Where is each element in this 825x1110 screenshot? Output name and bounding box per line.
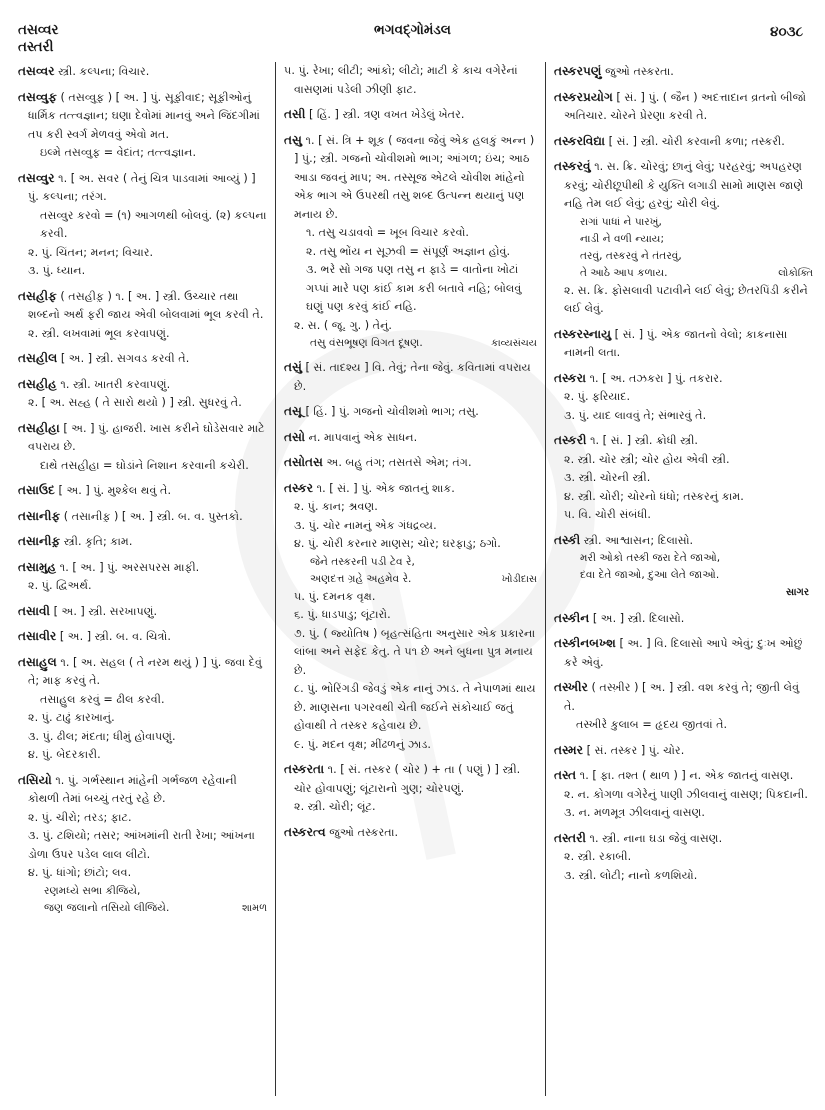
- definition-text: જુઓ તસ્કરતા.: [605, 65, 674, 78]
- definition-text: [ સં. ] પું. એક જાતનો વેલો; કાકનાસા નામની લતા.: [564, 327, 788, 359]
- definition-text: ૧. [ સં. તસ્કર ( ચોર ) + તા ( પણું ) ] સ્ત્રી. ચોર હોવાપણું; લૂંટારાનો ગુણ; ચોરપણું.: [294, 763, 521, 795]
- entry-definition: [18, 627, 267, 647]
- headword: તસિયો: [18, 772, 52, 787]
- dictionary-entry: [554, 132, 813, 152]
- entry-definition: [284, 760, 537, 798]
- entry-definition: [554, 829, 813, 849]
- sense: ૪. પું. ચોરી કરનાર માણસ; ચોર; ઘરફાડુ; ઠગો.: [294, 537, 501, 550]
- definition-text: [ હિં. ] પું. ગજનો ચોવીશમો ભાગ; તસુ.: [305, 405, 479, 418]
- definition-text: ૧. [ અ. સવર ( તેનું ચિત્ર પાડવામાં આવ્યું ) ] પું. કલ્પના; તરંગ.: [28, 171, 256, 203]
- headword: તસ્કી: [554, 532, 581, 547]
- sense: ૭. પું. ( જ્યોતિષ ) બૃહત્સંહિતા અનુસાર એક પ્રકારના લાંબા અને સફેદ કેતુ. તે ૫૧ છે અને બુધના પુત્ર મનાય છે.: [294, 626, 536, 677]
- headword: તસું: [284, 360, 302, 374]
- headword: તસૂ: [284, 404, 302, 418]
- sense: ૩. પું. યાદ લાવવું તે; સંભારવું તે.: [564, 408, 707, 422]
- entry-definition: [554, 62, 813, 82]
- entry-definition: [554, 531, 813, 551]
- verse-line: તરવું, તસ્કરવું ને તંતરવું,: [580, 249, 682, 262]
- guide-word-first: તસવ્વર: [18, 22, 59, 38]
- sense: ૫. પું. દમનક વૃક્ષ.: [294, 589, 376, 603]
- headword: તસહીહ: [18, 376, 57, 391]
- headword: તસામુહ: [18, 559, 57, 574]
- verse-line: મરી ઓકો તસ્કી જરા દેતે જાઓ,: [580, 552, 721, 564]
- column-1: [18, 62, 276, 1096]
- verse-line: તસુ વંસભૂષણ વિગત દૂષણ. કાવ્યસંચય: [284, 335, 537, 352]
- dictionary-entry: [18, 481, 267, 501]
- definition-text: ૧. [ ફા. તશ્ત ( થાળ ) ] ન. એક જાતનું વાસણ.: [579, 769, 794, 782]
- entry-definition: [284, 62, 537, 99]
- entry-definition: [554, 157, 813, 214]
- idiom: તસ્ખીરે કુલાબ = હૃદય જીતવાં તે.: [576, 718, 728, 731]
- entry-definition: [18, 287, 267, 325]
- entry-definition: [18, 481, 267, 501]
- dictionary-entry: [284, 453, 537, 473]
- headword: તસ્ત: [554, 768, 577, 782]
- definition-text: ૧. [ અ. સહલ ( તે નરમ થયું ) ] પું. જવા દેવું તે; માફ કરવું તે.: [28, 655, 262, 687]
- entry-definition: [554, 609, 813, 629]
- idiom: દાથે તસહીહા = ઘોડાંને નિશાન કરવાની કચેરી.: [40, 458, 249, 472]
- dictionary-entry: [284, 428, 537, 448]
- idiom: તસાહુલ કરવું = ઢીલ કરવી.: [40, 692, 165, 706]
- definition-text: [ સં. ] સ્ત્રી. ચોરી કરવાની કળા; તસ્કરી.: [608, 134, 785, 148]
- citation-source: શામળ: [241, 902, 267, 914]
- sense: ૩. પું. ચોર નામનું એક ગંધદ્રવ્ય.: [294, 518, 437, 532]
- verse-line: તે આઠે આપ કળાય. લોકોક્તિ: [554, 265, 813, 282]
- citation-source: લોકોક્તિ: [778, 267, 813, 279]
- entry-definition: [18, 532, 267, 552]
- entry-definition: [284, 453, 537, 473]
- entry-definition: [18, 602, 267, 622]
- page-header: [18, 22, 807, 56]
- entry-definition: [554, 678, 813, 716]
- citation-source: સાગર: [785, 587, 809, 598]
- dictionary-entry: [284, 358, 537, 396]
- definition-text: જુઓ તસ્કરતા.: [329, 825, 399, 839]
- dictionary-entry: [18, 419, 267, 476]
- sense: ૨. પું. ચીરો; તરડ; ફાટ.: [28, 810, 132, 824]
- dictionary-entry: [554, 741, 813, 761]
- definition-text: [ સં. તસ્કર ] પું. ચોર.: [586, 743, 685, 757]
- entry-definition: [18, 375, 267, 395]
- definition-text: ૧. [ અ. ] પું. અરસપરસ માફી.: [59, 560, 200, 574]
- definition-text: ( તસવ્વુફ઼ ) [ અ. ] પું. સૂફીવાદ; સૂફીઓનું ધાર્મિક તત્ત્વજ્ઞાન; ઘણા દેવોમાં માનવું અને જિંદગીમાં તપ કરી સ્વર્ગ મેળવવું એવો મત.: [28, 90, 260, 141]
- sense: ૩. પું. ટશિયો; તસર; આંખમાંની રાતી રેખા; આંખના ડોળા ઉપર પડેલ લાલ લીટો.: [28, 829, 255, 861]
- entry-definition: [284, 823, 537, 843]
- sense: ૨. પું. ચિંતન; મનન; વિચાર.: [28, 245, 154, 259]
- entry-definition: [18, 771, 267, 809]
- entry-definition: [554, 741, 813, 761]
- headword: તસવ્વુફ: [18, 89, 57, 104]
- dictionary-entry: [18, 287, 267, 344]
- sense: ૨. સ્ત્રી. ચોરી; લૂંટ.: [294, 800, 376, 813]
- sense: ૨. સ્ત્રી. રકાબી.: [564, 850, 632, 863]
- entry-definition: [284, 402, 537, 422]
- headword: તસ્કરપ્રયોગ: [554, 89, 613, 104]
- dictionary-entry: [554, 88, 813, 126]
- dictionary-entry: [554, 369, 813, 426]
- dictionary-entry: [284, 760, 537, 817]
- definition-text: ૧. સ્ત્રી. નાના ઘડા જેવું વાસણ.: [589, 831, 723, 845]
- dictionary-entry: [284, 823, 537, 843]
- verse-line: નાડી ને વળી ન્યાય;: [580, 232, 665, 245]
- dictionary-entry: [554, 62, 813, 82]
- definition-text: ૧. [ અ. તઝકરા ] પું. તકરાર.: [589, 371, 723, 385]
- sense: ૮. પું. ભોરિંગડી જેવડું એક નાનું ઝાડ. તે નેપાળમાં થાય છે. માણસના પગરવથી ચેતી જઈને સંકોચાઈ જતું હોવાથી તે તસ્કર કહેવાય છે.: [294, 682, 536, 732]
- sense: ૨. પું. દ્વિઅર્થ.: [28, 579, 92, 592]
- dictionary-columns: [18, 62, 813, 1096]
- headword: તસાહુલ: [18, 654, 57, 669]
- definition-text: [ અ. ] સ્ત્રી. સગવડ કરવી તે.: [60, 352, 190, 365]
- sense: ૨. સ. ક્રિ. ફોસલાવી પટાવીને લઈ લેવું; છેતરપિંડી કરીને લઈ લેવું.: [564, 283, 808, 315]
- headword: તસ્કીન: [554, 610, 590, 625]
- entry-definition: [18, 349, 267, 369]
- headword: તસવ્વર: [18, 64, 55, 78]
- definition-text: સ્ત્રી. કલ્પના; વિચાર.: [58, 65, 150, 78]
- definition-text: સ્ત્રી. કૃતિ; કામ.: [63, 535, 133, 548]
- dictionary-entry: [554, 829, 813, 886]
- page-number: ૪૦૩૮: [770, 24, 803, 40]
- headword: તસવ્વુર: [18, 170, 55, 185]
- sense: ૫. વિ. ચોરી સંબંધી.: [564, 508, 651, 521]
- dictionary-entry: [18, 349, 267, 369]
- dictionary-entry: [18, 558, 267, 596]
- definition-text: ૧. [ સં. ] પું. એક જાતનું શાક.: [316, 481, 455, 495]
- entry-definition: [18, 558, 267, 578]
- dictionary-entry: [284, 479, 537, 755]
- dictionary-entry: [554, 678, 813, 735]
- entry-definition: [284, 428, 537, 448]
- headword: તસ્ખીર: [554, 680, 588, 694]
- sense: ૨. ન. કોગળા વગેરેનું પાણી ઝીલવાનું વાસણ; પિકદાની.: [564, 787, 808, 801]
- verse-line: અણદત્ત ગ્રહે અહમેવ રે. ખોડીદાસ: [284, 571, 537, 588]
- headword: તસ્કીનબખ્શ: [554, 636, 616, 650]
- definition-text: ૧. પું. ગર્ભસ્થાન માંહેની ગર્ભજળ રહેવાની કોથળી તેમાં બચ્ચું તરતું રહે છે.: [28, 773, 237, 805]
- sense: ૪. પું. બેદરકારી.: [28, 748, 101, 761]
- definition-text: [ હિં. ] સ્ત્રી. ત્રણ વખત ખેડેલું ખેતર.: [309, 108, 465, 121]
- sense: ૯. પું. મદન વૃક્ષ; મીંઢળનું ઝાડ.: [294, 737, 431, 751]
- dictionary-entry: [554, 157, 813, 319]
- headword: તસ્કરા: [554, 370, 587, 385]
- headword: તસ્કરી: [554, 433, 587, 447]
- verse-line: જણ જલાનો તસિયો લીજિયે. શામળ: [18, 900, 267, 917]
- dictionary-entry: [18, 375, 267, 413]
- definition-text: [ સં. ] પું. ( જૈન ) અદત્તાદાન વ્રતનો બીજો અતિચાર. ચોરને પ્રેરણા કરવી તે.: [564, 90, 806, 122]
- sense: ૬. પું. ધાડપાડુ; લૂંટારો.: [294, 608, 391, 621]
- headword: તસાનીફ: [18, 508, 61, 523]
- entry-definition: [18, 419, 267, 457]
- dictionary-entry: [18, 88, 267, 163]
- definition-text: [ અ. ] વિ. દિલાસો આપે એવું; દુઃખ ઓછું કરે એવું.: [564, 637, 803, 669]
- dictionary-entry: [554, 325, 813, 363]
- headword: તસ્કરતા: [284, 762, 325, 776]
- definition-text: [ અ. ] સ્ત્રી. દિલાસો.: [592, 611, 685, 625]
- entry-definition: [554, 634, 813, 672]
- running-title: ભગવદ્ગોમંડલ: [374, 22, 451, 38]
- headword: તસોતસ: [284, 455, 323, 469]
- definition-text: [ અ. ] સ્ત્રી. બ. વ. ચિત્રો.: [59, 630, 171, 643]
- definition-text: ૧. સ્ત્રી. ખાતરી કરવાપણું.: [60, 377, 171, 391]
- headword: તસહીહા: [18, 420, 60, 435]
- dictionary-entry: [18, 62, 267, 82]
- headword: તસ્કર: [284, 480, 314, 495]
- citation-source: ખોડીદાસ: [501, 573, 537, 585]
- dictionary-entry: [554, 531, 813, 603]
- dictionary-entry: [284, 105, 537, 125]
- headword: તસ્તરી: [554, 830, 586, 845]
- idiom: ૨. તસુ ભોંય ન સૂઝવી = સંપૂર્ણ અજ્ઞાન હોવું.: [306, 244, 511, 258]
- sense: ૩. ન. મળમૂત્ર ઝીલવાનું વાસણ.: [564, 806, 705, 819]
- dictionary-entry: [284, 131, 537, 353]
- definition-text: અ. બહુ તંગ; તસતસે એમ; તંગ.: [326, 456, 472, 469]
- entry-definition: [554, 431, 813, 451]
- entry-definition: [18, 507, 267, 527]
- idiom: ૩. ભરે સો ગજ પણ તસુ ન ફાડે = વાતોના ખોટાં ગપ્પાં મારે પણ કાંઈ કામ કરી બતાવે નહિ; બોલવું ઘણું પણ કરવું કાંઈ નહિ.: [306, 263, 522, 313]
- headword: તસાવી: [18, 603, 51, 618]
- definition-text: [ સં. તાદશ્ય ] વિ. તેવું; તેના જેવું. કવિતામાં વપરાય છે.: [294, 361, 531, 393]
- entry-definition: [284, 358, 537, 396]
- sense: ૩. સ્ત્રી. લોટી; નાનો કળશિયો.: [564, 868, 698, 882]
- sense: ૨. પું. ટાઢું કારખાનું.: [28, 711, 115, 724]
- dictionary-entry: [18, 627, 267, 647]
- entry-definition: [554, 88, 813, 126]
- entry-definition: [554, 369, 813, 389]
- dictionary-entry: [554, 766, 813, 823]
- definition-text: ન. માપવાનું એક સાધન.: [308, 430, 418, 444]
- entry-definition: [18, 169, 267, 207]
- dictionary-entry: [284, 402, 537, 422]
- definition-text: ૧. સ. ક્રિ. ચોરવું; છાનું લેવું; પરહરવું; અપહરણ કરવું; ચોરીછૂપીથી કે યુક્તિ લગાડી સામો માણસ જાણે નહિ તેમ લઈ લેવું; હરવું; ચોરી લેવું.: [564, 160, 804, 210]
- entry-definition: [554, 132, 813, 152]
- definition-text: ૫. પું. રેખા; લીટી; આંકો; લીટો; માટી કે કાચ વગેરેનાં વાસણમાં પડેલી ઝીણી ફાટ.: [284, 64, 518, 96]
- headword: તસો: [284, 429, 305, 444]
- dictionary-entry: [18, 771, 267, 917]
- entry-definition: [284, 105, 537, 125]
- sense: ૩. સ્ત્રી. ચોરની સ્ત્રી.: [564, 471, 651, 484]
- headword: તસહીલ: [18, 351, 58, 365]
- dictionary-entry: [284, 62, 537, 99]
- definition-text: [ અ. ] સ્ત્રી. સરખાપણું.: [53, 604, 158, 618]
- idiom: ઇલ્મે તસવ્વુફ = વેદાંત; તત્ત્વજ્ઞાન.: [40, 146, 197, 159]
- sense: ૩. પું. ઢીલ; મંદતા; ધીમું હોવાપણું.: [28, 729, 176, 743]
- verse-line: જેને તસ્કરની પડી ટેવ રે,: [310, 555, 415, 568]
- headword: તસ્કરવિદ્યા: [554, 133, 605, 148]
- entry-definition: [18, 653, 267, 691]
- dictionary-entry: [18, 507, 267, 527]
- dictionary-entry: [18, 169, 267, 281]
- dictionary-entry: [18, 532, 267, 552]
- dictionary-entry: [18, 653, 267, 765]
- definition-text: ૧. [ સં. ] સ્ત્રી. ક્રોધી સ્ત્રી.: [590, 434, 698, 447]
- definition-text: [ અ. ] પું. હાજરી. ખાસ કરીને ઘોડેસવાર માટે વપરાય છે.: [28, 421, 265, 453]
- sense: ૩. પું. ધ્યાન.: [28, 264, 86, 277]
- idiom: તસવ્વુર કરવો = (૧) આગળથી બોલવું. (૨) કલ્પના કરવી.: [40, 208, 267, 240]
- headword: તસ્મર: [554, 742, 584, 757]
- headword: તસ્કરસ્નાયુ: [554, 326, 612, 341]
- verse-line: દવા દેતે જાઓ, દુઆ લેતે જાઓ.: [580, 569, 720, 581]
- sense: ૨. પું. ફરિયાદ.: [564, 390, 631, 403]
- dictionary-entry: [18, 602, 267, 622]
- headword: તસાઉદ: [18, 483, 55, 497]
- headword: તસી: [284, 107, 306, 121]
- definition-text: ૧. [ સં. ત્રિ + શૂક ( જવના જેવું એક હલકું અન્ન ) ] પું.; સ્ત્રી. ગજનો ચોવીશમો ભાગ; આંગળ; ઇંચ; આઠ આડા જવનું માપ; અ. તસ્સૂજ એટલે ચોવીશ માંહેનો એક ભાગ એ ઉપરથી તસુ શબ્દ ઉત્પન્ન થયાનું પણ મનાય છે.: [294, 133, 535, 221]
- sense: ૪. સ્ત્રી. ચોરી; ચોરનો ધંધો; તસ્કરનું કામ.: [564, 489, 744, 503]
- headword: તસ્કરત્વ: [284, 824, 326, 839]
- definition-text: ( તસાનીફ઼ ) [ અ. ] સ્ત્રી. બ. વ. પુસ્તકો.: [63, 509, 243, 523]
- entry-definition: [18, 88, 267, 145]
- headword: તસ્કરપણું: [554, 64, 602, 78]
- headword: તસાવીર: [18, 629, 57, 643]
- dictionary-entry: [554, 431, 813, 525]
- entry-definition: [284, 479, 537, 499]
- definition-text: સ્ત્રી. આશ્વાસન; દિલાસો.: [583, 533, 694, 547]
- sense: ૨. પું. કાન; શ્રવણ.: [294, 500, 378, 513]
- column-2: [276, 62, 546, 1096]
- sense: ૪. પું. ધાંગો; છાંટો; લવ.: [28, 866, 132, 879]
- citation-source: કાવ્યસંચય: [491, 338, 537, 349]
- definition-text: [ અ. ] પું. મુશ્કેલ થવું તે.: [58, 484, 172, 497]
- dictionary-entry: [554, 634, 813, 672]
- entry-definition: [284, 131, 537, 225]
- definition-text: ( તસહીફ઼ ) ૧. [ અ. ] સ્ત્રી. ઉચ્ચાર તથા શબ્દનો અર્થ ફરી જાય એવી બોલવામાં ભૂલ કરવી તે.: [28, 289, 264, 321]
- column-3: [546, 62, 813, 1096]
- guide-word-last: તસ્તરી: [18, 39, 54, 55]
- headword: તસ્કરવું: [554, 159, 591, 173]
- verse-line: રાગાં પાધાં ને પારખું,: [580, 215, 662, 228]
- entry-definition: [18, 62, 267, 82]
- verse-line: રણમધ્યે સભા કીજિયે,: [44, 884, 141, 897]
- sense: ૨. સ્ત્રી. લખવામાં ભૂલ કરવાપણું.: [28, 326, 170, 340]
- dictionary-entry: [554, 609, 813, 629]
- sense: ૨. [ અ. સહ્હ ( તે સારો થયો ) ] સ્ત્રી. સુધરવું તે.: [28, 396, 242, 409]
- idiom: ૧. તસુ ચડાવવો = ખૂબ વિચાર કરવો.: [306, 226, 469, 239]
- sense: ૨. સ. ( જૂ. ગુ. ) તેનું.: [294, 318, 392, 332]
- definition-text: ( તસ્ખ઼ીર ) [ અ. ] સ્ત્રી. વશ કરવું તે; જીતી લેવું તે.: [564, 681, 800, 713]
- headword: તસહીફ: [18, 288, 57, 303]
- sense: ૨. સ્ત્રી. ચોર સ્ત્રી; ચોર હોય એવી સ્ત્રી.: [564, 452, 730, 466]
- entry-definition: [554, 325, 813, 363]
- headword: તસુ: [284, 132, 302, 147]
- headword: તસાનીફ઼: [18, 534, 61, 548]
- entry-definition: [554, 766, 813, 786]
